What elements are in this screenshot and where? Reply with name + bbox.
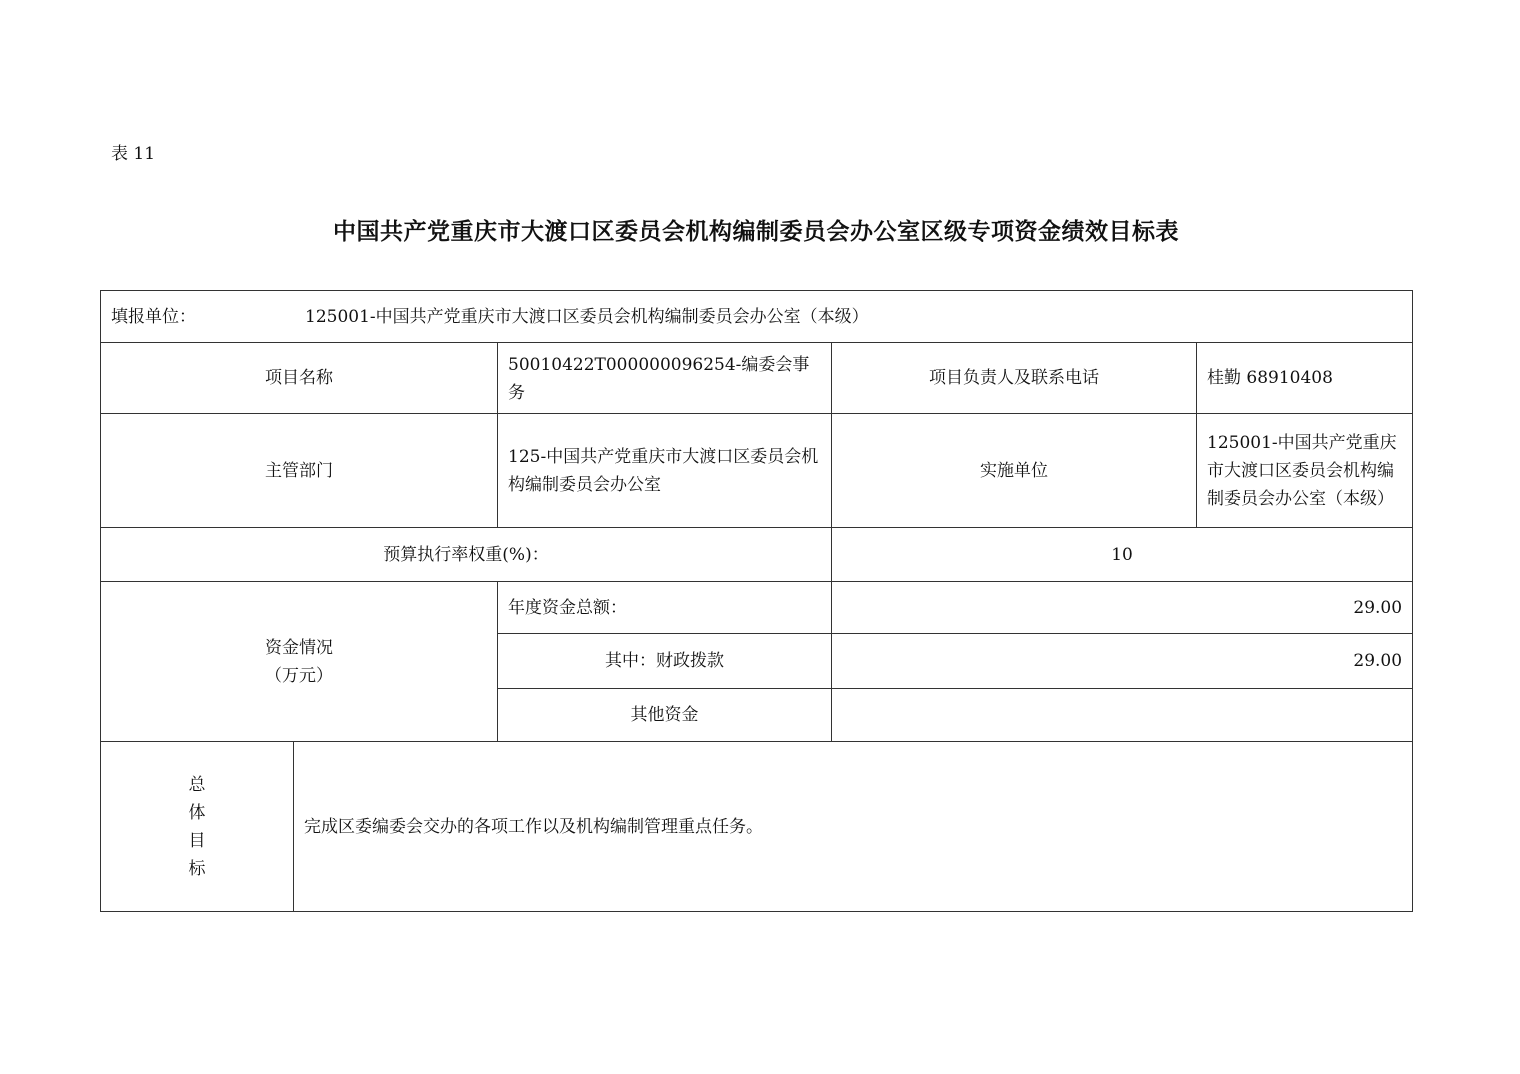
fiscal-value: 29.00: [832, 634, 1413, 689]
manager-label: 项目负责人及联系电话: [832, 343, 1197, 414]
project-name-value: 50010422T000000096254-编委会事务: [498, 343, 832, 414]
dept-value: 125-中国共产党重庆市大渡口区委员会机构编制委员会办公室: [498, 414, 832, 528]
goal-label-char: 体: [188, 802, 206, 823]
other-funds-value: [832, 689, 1413, 742]
project-name-label: 项目名称: [101, 343, 498, 414]
impl-value: 125001-中国共产党重庆市大渡口区委员会机构编制委员会办公室（本级）: [1197, 414, 1413, 528]
report-unit-cell: [101, 291, 1413, 343]
performance-goal-table: [100, 290, 1413, 912]
department-row: [101, 414, 1413, 528]
goal-label-char: 目: [188, 830, 206, 851]
funds-label: [101, 582, 498, 742]
other-funds-label: 其他资金: [498, 689, 832, 742]
overall-goal-value: 完成区委编委会交办的各项工作以及机构编制管理重点任务。: [294, 742, 1413, 912]
annual-total-label: 年度资金总额：: [498, 582, 832, 634]
overall-goal-row: [101, 742, 1413, 912]
budget-weight-value: 10: [832, 528, 1413, 582]
annual-total-value: 29.00: [832, 582, 1413, 634]
funds-label-line1: 资金情况: [265, 637, 333, 658]
budget-weight-label: 预算执行率权重(%)：: [101, 528, 832, 582]
fiscal-label: 其中：财政拨款: [498, 634, 832, 689]
project-name-row: [101, 343, 1413, 414]
goal-label-char: 总: [188, 774, 206, 795]
report-unit-value: 125001-中国共产党重庆市大渡口区委员会机构编制委员会办公室（本级）: [305, 306, 869, 327]
budget-weight-row: [101, 528, 1413, 582]
dept-label: 主管部门: [101, 414, 498, 528]
manager-value: 桂勤 68910408: [1197, 343, 1413, 414]
funds-label-line2: （万元）: [265, 665, 333, 686]
report-unit-label: 填报单位：: [111, 306, 196, 327]
overall-goal-label: [101, 742, 294, 912]
impl-label: 实施单位: [832, 414, 1197, 528]
goal-label-char: 标: [188, 858, 206, 879]
annual-total-row: [101, 582, 1413, 634]
document-title: 中国共产党重庆市大渡口区委员会机构编制委员会办公室区级专项资金绩效目标表: [333, 219, 1179, 245]
report-unit-row: [101, 291, 1413, 343]
table-number: 表 11: [111, 144, 156, 164]
overall-goal-label-vertical: [189, 771, 206, 883]
